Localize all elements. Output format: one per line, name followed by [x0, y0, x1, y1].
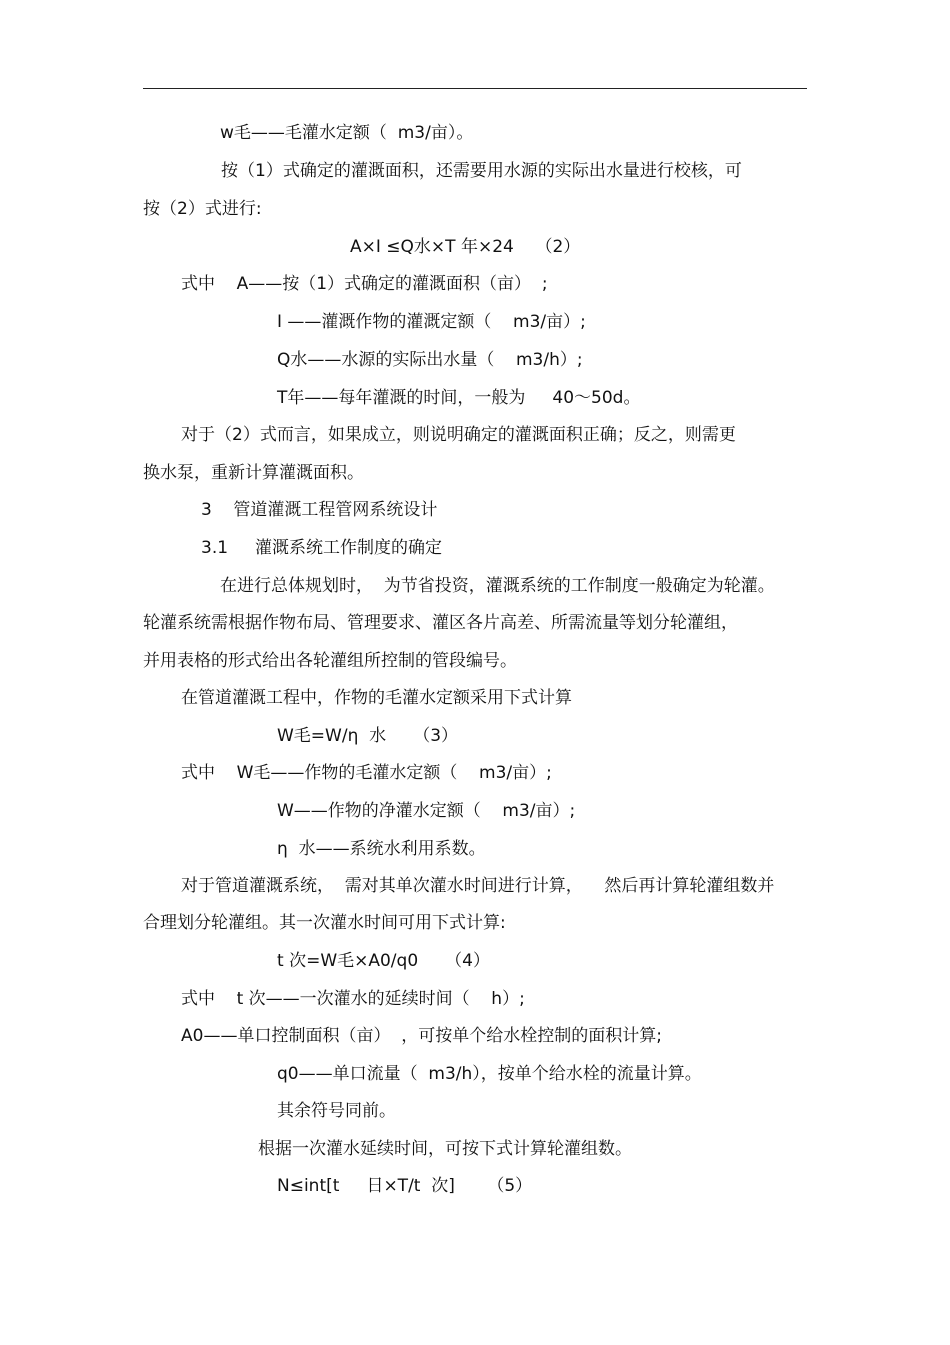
text-line: 合理划分轮灌组。其一次灌水时间可用下式计算: — [143, 913, 506, 933]
text-line: 其余符号同前。 — [277, 1101, 396, 1121]
text-line: w毛——毛灌水定额（ m3/亩）。 — [220, 123, 474, 143]
text-line: 轮灌系统需根据作物布局、管理要求、灌区各片高差、所需流量等划分轮灌组， — [143, 613, 738, 633]
text-line: 式中 A——按（1）式确定的灌溉面积（亩） ; — [181, 274, 548, 294]
formula-3: W毛=W/η 水 （3） — [277, 726, 459, 746]
text-line: I ——灌溉作物的灌溉定额（ m3/亩）; — [277, 312, 586, 332]
text-line: 并用表格的形式给出各轮灌组所控制的管段编号。 — [143, 651, 517, 671]
text-line: 式中 t 次——一次灌水的延续时间（ h）; — [181, 989, 525, 1009]
text-line: A0——单口控制面积（亩） ，可按单个给水栓控制的面积计算; — [181, 1026, 662, 1046]
formula-5: N≤int[t 日×T/t 次] （5） — [277, 1176, 533, 1196]
header-rule — [143, 88, 807, 89]
text-line: 在管道灌溉工程中，作物的毛灌水定额采用下式计算 — [181, 688, 572, 708]
formula-4: t 次=W毛×A0/q0 （4） — [277, 951, 490, 971]
text-line: W——作物的净灌水定额（ m3/亩）; — [277, 801, 576, 821]
text-line: 根据一次灌水延续时间，可按下式计算轮灌组数。 — [258, 1139, 632, 1159]
section-heading: 3 管道灌溉工程管网系统设计 — [201, 500, 438, 520]
text-line: 式中 W毛——作物的毛灌水定额（ m3/亩）; — [181, 763, 552, 783]
text-line: 在进行总体规划时， 为节省投资，灌溉系统的工作制度一般确定为轮灌。 — [220, 576, 775, 596]
text-line: q0——单口流量（ m3/h），按单个给水栓的流量计算。 — [277, 1064, 702, 1084]
subsection-heading: 3.1 灌溉系统工作制度的确定 — [201, 538, 443, 558]
text-line: 对于管道灌溉系统， 需对其单次灌水时间进行计算， 然后再计算轮灌组数并 — [181, 876, 775, 896]
text-line: 换水泵，重新计算灌溉面积。 — [143, 463, 364, 483]
text-line: η 水——系统水利用系数。 — [277, 839, 486, 859]
text-line: 对于（2）式而言，如果成立，则说明确定的灌溉面积正确；反之，则需更 — [181, 425, 736, 445]
text-line: 按（2）式进行: — [143, 199, 262, 219]
formula-2: A×I ≤Q水×T 年×24 （2） — [350, 237, 581, 257]
text-line: Q水——水源的实际出水量（ m3/h）; — [277, 350, 583, 370]
text-line: 按（1）式确定的灌溉面积，还需要用水源的实际出水量进行校核，可 — [221, 161, 742, 181]
text-line: T年——每年灌溉的时间，一般为 40～50d。 — [277, 388, 641, 408]
